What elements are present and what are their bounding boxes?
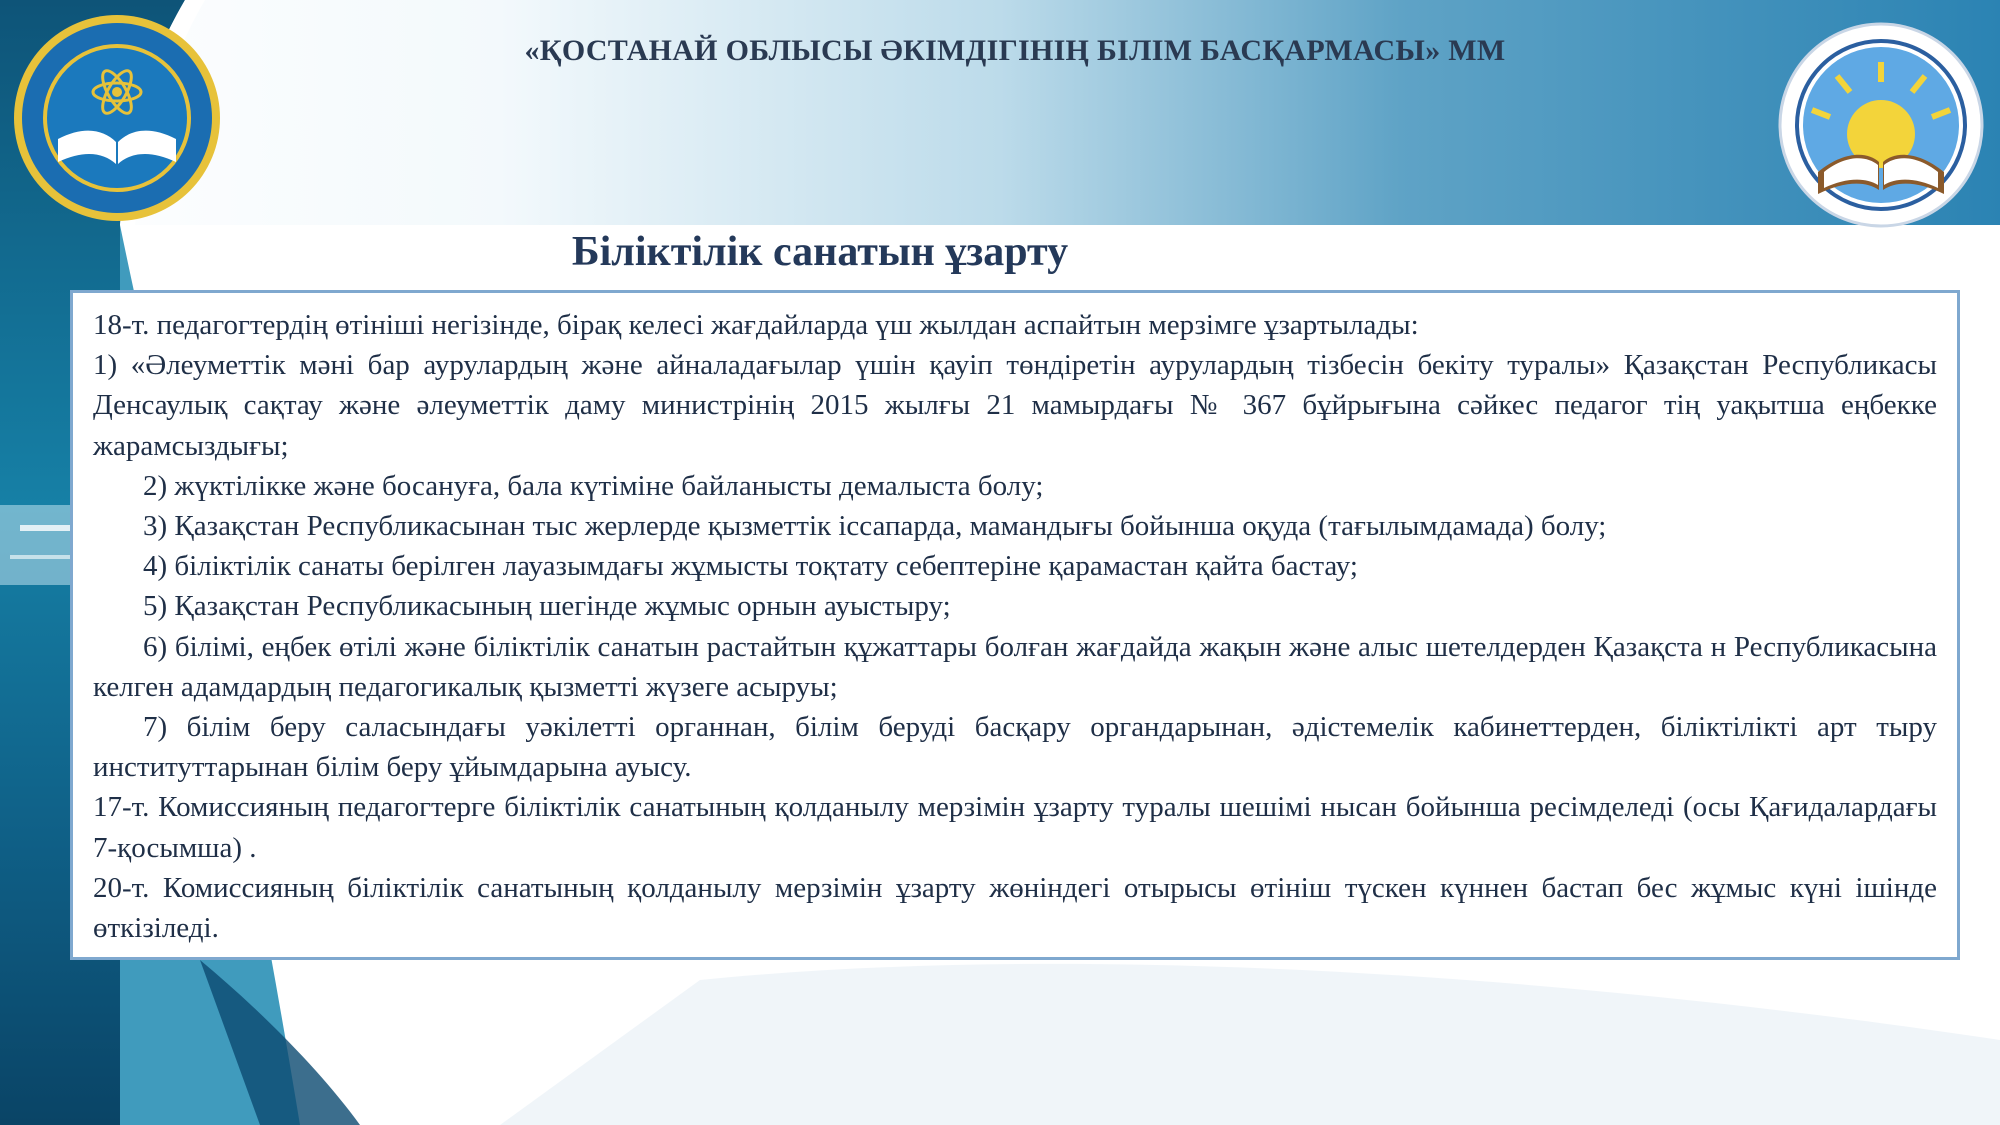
paragraph-item-18: 18-т. педагогтердің өтініші негізінде, бірақ келесі жағдайларда үш жылдан аспайтын мерзімге ұзартылады: bbox=[93, 309, 1419, 341]
list-item-1: 1) «Әлеуметтік мәні бар аурулардың және айналадағылар үшін қауіп төндіретін аурулардың тізбесін бекіту туралы» Қазақстан Республикасы Денсаулық сақтау және әлеуметтік даму министрінің 2015 жылғы 21 мамырдағы № 367 бұйрығына сәйкес педагог тің уақытша еңбекке жарамсыздығы; bbox=[93, 349, 1937, 462]
content-box bbox=[70, 290, 1960, 960]
list-item-2: 2) жүктілікке және босануға, бала күтіміне байланысты демалыста болу; bbox=[143, 469, 1044, 502]
list-item-3: 3) Қазақстан Республикасынан тыс жерлерде қызметтік іссапарда, мамандығы бойынша оқуда (тағылымдамада) болу; bbox=[143, 510, 1607, 543]
organization-title: «ҚОСТАНАЙ ОБЛЫСЫ ӘКІМДІГІНІҢ БІЛІМ БАСҚАРМАСЫ» ММ bbox=[524, 34, 1506, 67]
list-item-7: 7) білім беру саласындағы уәкілетті органнан, білім беруді басқару органдарынан, әдістемелік кабинеттерден, біліктілікті арт тыру институттарынан білім беру ұйымдарына ауысу. bbox=[93, 711, 1937, 784]
list-item-5: 5) Қазақстан Республикасының шегінде жұмыс орнын ауыстыру; bbox=[143, 590, 951, 623]
slide-heading: Біліктілік санатын ұзарту bbox=[571, 229, 1069, 275]
ministry-emblem-logo bbox=[8, 14, 226, 222]
paragraph-item-20: 20-т. Комиссияның біліктілік санатының қолданылу мерзімін ұзарту жөніндегі отырысы өтініш түскен күннен бастап бес жұмыс күні ішінде өткізіледі. bbox=[93, 871, 1937, 945]
list-item-4: 4) біліктілік санаты берілген лауазымдағы жұмысты тоқтату себептеріне қарамастан қайта бастау; bbox=[143, 550, 1358, 583]
paragraph-item-17: 17-т. Комиссияның педагогтерге біліктілік санатының қолданылу мерзімін ұзарту туралы шешімі нысан бойынша ресімделеді (осы Қағидалардағы 7-қосымша) . bbox=[93, 791, 1937, 864]
list-item-6: 6) білімі, еңбек өтілі және біліктілік санатын растайтын құжаттары болған жағдайда жақын және алыс шетелдерден Қазақста н Республикасына келген адамдардың педагогикалық қызметті жүзеге асыруы; bbox=[93, 630, 1937, 703]
regional-education-department-logo bbox=[1770, 22, 1992, 228]
